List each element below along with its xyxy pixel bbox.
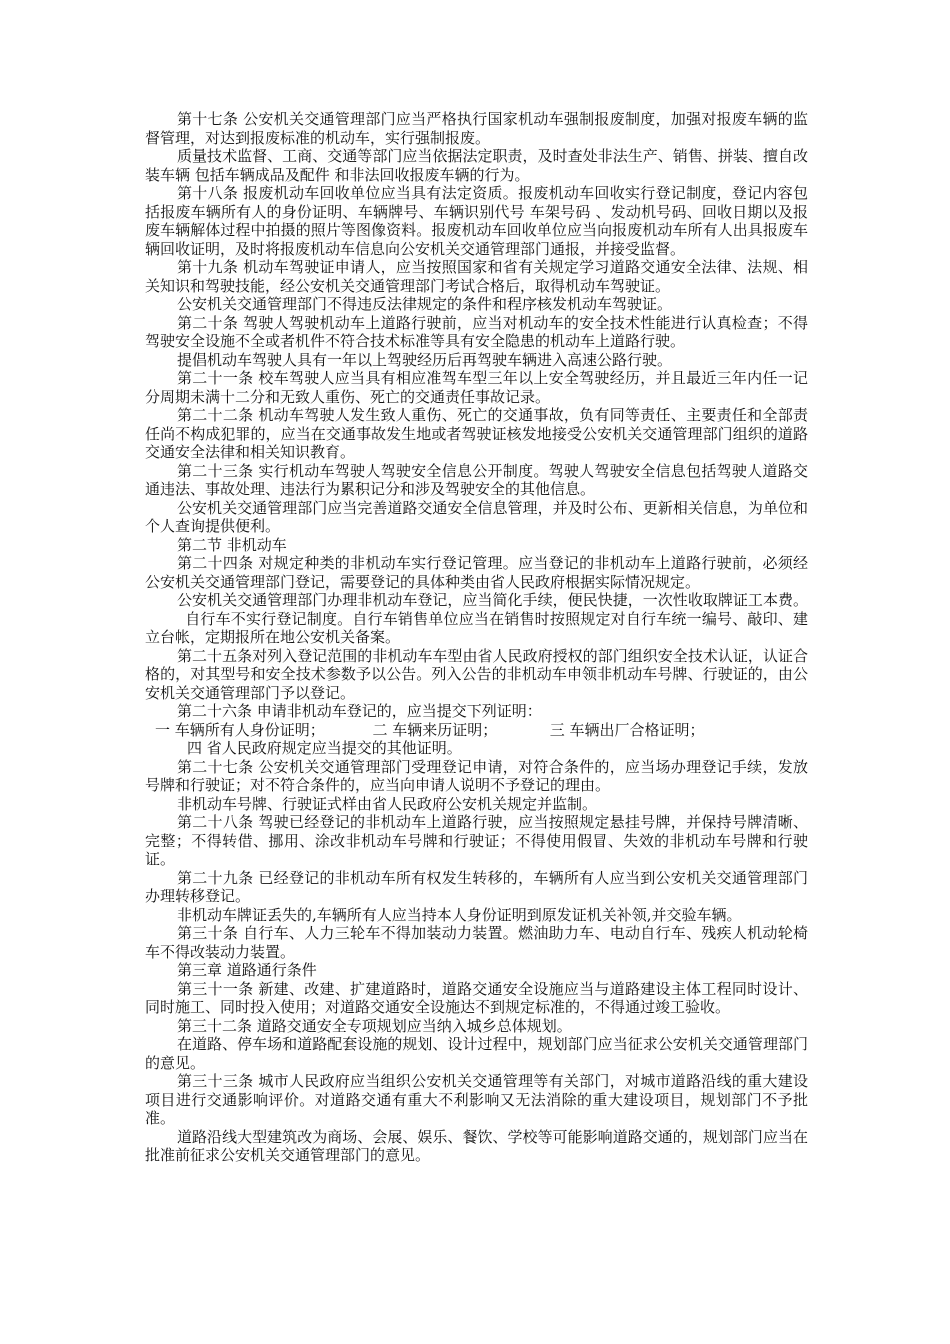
- paragraph: 第十八条 报废机动车回收单位应当具有法定资质。报废机动车回收实行登记制度，登记内容包括报废车辆所有人的身份证明、车辆牌号、车辆识别代号 车架号码 、发动机号码、回收日期以及报废车辆解体过程中拍摄的照片等图像资料。报废机动车回收单位应当向报废机动车所有人出具报废车辆回收证明，及时将报废机动车信息向公安机关交通管理部门通报，并接受监督。: [145, 184, 808, 258]
- paragraph: 第二十六条 申请非机动车登记的，应当提交下列证明：: [177, 702, 542, 720]
- paragraph: 第二十一条 校车驾驶人应当具有相应准驾车型三年以上安全驾驶经历，并且最近三年内任一记分周期未满十二分和无致人重伤、死亡的交通责任事故记录。: [145, 369, 808, 406]
- paragraph: 第二十九条 已经登记的非机动车所有权发生转移的，车辆所有人应当到公安机关交通管理部门办理转移登记。: [145, 868, 808, 905]
- paragraph: 非机动车牌证丢失的,车辆所有人应当持本人身份证明到原发证机关补领,并交验车辆。: [177, 905, 742, 924]
- document-body: [145, 110, 808, 1165]
- paragraph: 公安机关交通管理部门不得违反法律规定的条件和程序核发机动车驾驶证。: [177, 295, 673, 313]
- paragraph: 第二十七条 公安机关交通管理部门受理登记申请，对符合条件的，应当场办理登记手续，发放号牌和行驶证；对不符合条件的，应当向申请人说明不予登记的理由。: [145, 757, 808, 794]
- paragraph: 公安机关交通管理部门应当完善道路交通安全信息管理，并及时公布、更新相关信息，为单位和个人查询提供便利。: [145, 498, 808, 535]
- paragraph: 第十七条 公安机关交通管理部门应当严格执行国家机动车强制报废制度，加强对报废车辆的监督管理，对达到报废标准的机动车，实行强制报废。: [145, 110, 808, 147]
- paragraph: 第三十一条 新建、改建、扩建道路时，道路交通安全设施应当与道路建设主体工程同时设计、同时施工、同时投入使用；对道路交通安全设施达不到规定标准的，不得通过竣工验收。: [145, 979, 808, 1016]
- paragraph: 第二十三条 实行机动车驾驶人驾驶安全信息公开制度。驾驶人驾驶安全信息包括驾驶人道路交通违法、事故处理、违法行为累积记分和涉及驾驶安全的其他信息。: [145, 461, 808, 498]
- paragraph: 第二十五条对列入登记范围的非机动车车型由省人民政府授权的部门组织安全技术认证，认证合格的，对其型号和安全技术参数予以公告。列入公告的非机动车申领非机动车号牌、行驶证的，由公安机关交通管理部门予以登记。: [145, 646, 808, 702]
- paragraph: 提倡机动车驾驶人具有一年以上驾驶经历后再驾驶车辆进入高速公路行驶。: [177, 350, 673, 369]
- paragraph: 第三十三条 城市人民政府应当组织公安机关交通管理等有关部门，对城市道路沿线的重大建设项目进行交通影响评价。对道路交通有重大不利影响又无法消除的重大建设项目，规划部门不予批准。: [145, 1072, 808, 1127]
- certificate-item: 四 省人民政府规定应当提交的其他证明。: [187, 739, 462, 757]
- paragraph: 第三十条 自行车、人力三轮车不得加装动力装置。燃油助力车、电动自行车、残疾人机动轮椅车不得改装动力装置。: [145, 924, 808, 961]
- certificate-item: 一 车辆所有人身份证明；: [155, 720, 325, 739]
- paragraph: 非机动车号牌、行驶证式样由省人民政府公安机关规定并监制。: [177, 794, 598, 813]
- paragraph: 道路沿线大型建筑改为商场、会展、娱乐、餐饮、学校等可能影响道路交通的，规划部门应当在批准前征求公安机关交通管理部门的意见。: [145, 1127, 808, 1164]
- fee-text: 公安机关交通管理部门办理非机动车登记，应当简化手续，便民快捷，一次性收取牌证工本费。: [177, 591, 808, 609]
- paragraph: 在道路、停车场和道路配套设施的规划、设计过程中，规划部门应当征求公安机关交通管理部门的意见。: [145, 1035, 808, 1072]
- certificate-item: 二 车辆来历证明；: [372, 720, 498, 739]
- paragraph: 质量技术监督、工商、交通等部门应当依据法定职责，及时查处非法生产、销售、拼装、擅自改装车辆 包括车辆成品及配件 和非法回收报废车辆的行为。: [145, 147, 808, 184]
- paragraph: 第二十二条 机动车驾驶人发生致人重伤、死亡的交通事故，负有同等责任、主要责任和全部责任尚不构成犯罪的，应当在交通事故发生地或者驾驶证核发地接受公安机关交通管理部门组织的道路交通安全法律和相关知识教育。: [145, 406, 808, 461]
- chapter-heading: 第三章 道路通行条件: [177, 961, 317, 979]
- paragraph: 第二十条 驾驶人驾驶机动车上道路行驶前，应当对机动车的安全技术性能进行认真检查；不得驾驶安全设施不全或者机件不符合技术标准等具有安全隐患的机动车上道路行驶。: [145, 313, 808, 350]
- paragraph: [145, 591, 808, 647]
- paragraph: 第十九条 机动车驾驶证申请人，应当按照国家和省有关规定学习道路交通安全法律、法规、相关知识和驾驶技能，经公安机关交通管理部门考试合格后，取得机动车驾驶证。: [145, 258, 808, 295]
- paragraph: 第二十四条 对规定种类的非机动车实行登记管理。应当登记的非机动车上道路行驶前，必须经公安机关交通管理部门登记，需要登记的具体种类由省人民政府根据实际情况规定。: [145, 554, 808, 591]
- certificate-list: [145, 721, 808, 740]
- paragraph: 第二十八条 驾驶已经登记的非机动车上道路行驶，应当按照规定悬挂号牌，并保持号牌清晰、完整；不得转借、挪用、涂改非机动车号牌和行驶证；不得使用假冒、失效的非机动车号牌和行驶证。: [145, 813, 808, 868]
- paragraph: 第三十二条 道路交通安全专项规划应当纳入城乡总体规划。: [177, 1016, 572, 1035]
- section-heading: 第二节 非机动车: [177, 535, 287, 554]
- certificate-item: 三 车辆出厂合格证明；: [549, 720, 705, 739]
- bicycle-text: 自行车不实行登记制度。自行车销售单位应当在销售时按照规定对自行车统一编号、敲印、建立台帐，定期报所在地公安机关备案。: [145, 609, 808, 646]
